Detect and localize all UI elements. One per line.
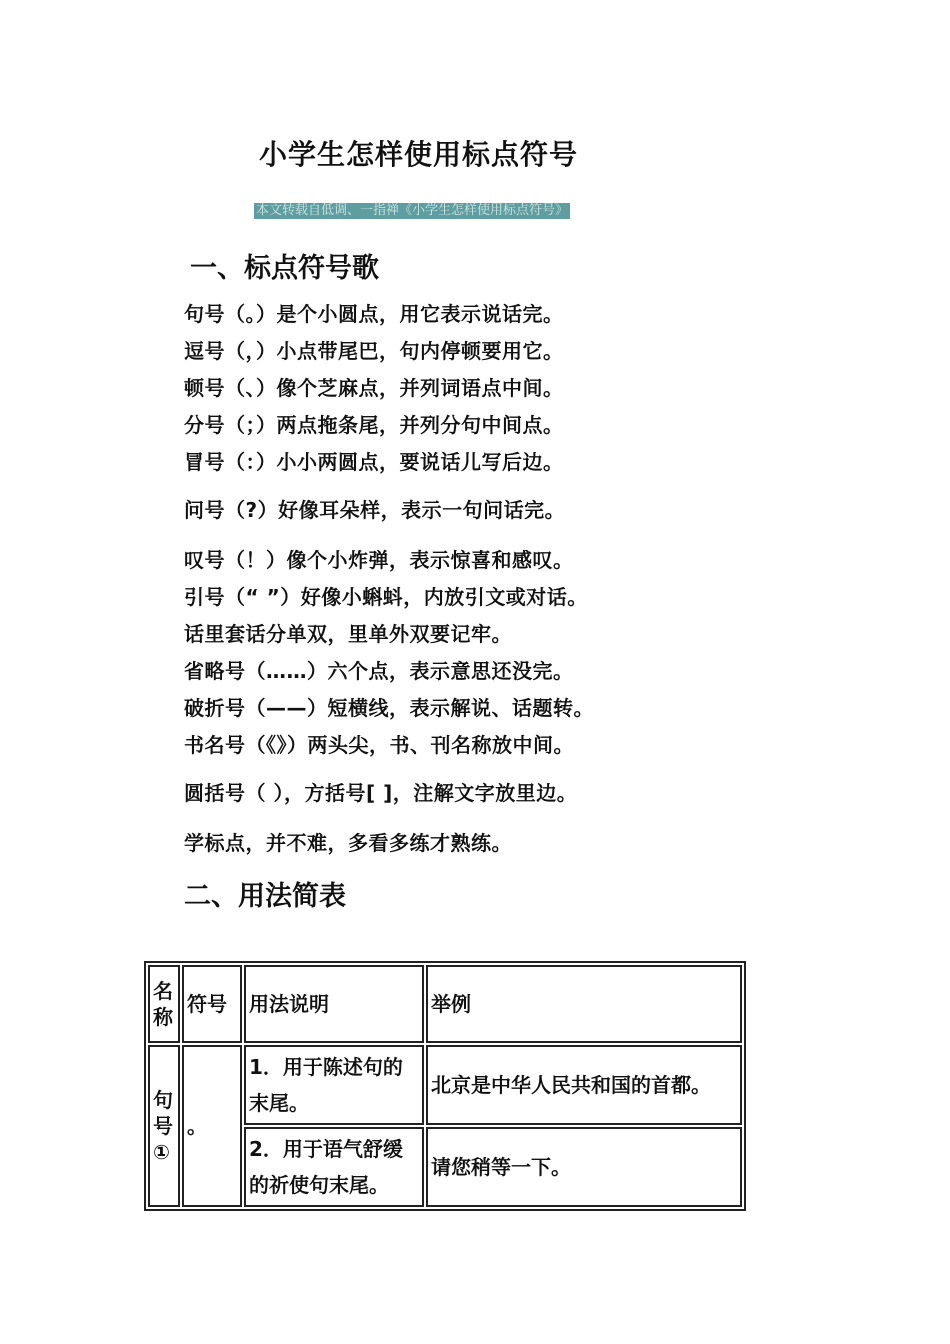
section-heading-punctuation-song: 一、标点符号歌: [190, 253, 379, 284]
song-line: 冒号（：）小小两圆点，要说话儿写后边。: [184, 450, 564, 474]
table-row: [148, 1045, 742, 1125]
song-line: 省略号（……）六个点，表示意思还没完。: [184, 659, 574, 683]
song-line: 学标点，并不难，多看多练才熟练。: [184, 831, 512, 855]
song-line: 分号（；）两点拖条尾，并列分句中间点。: [184, 413, 564, 437]
usage-table: [144, 961, 746, 1211]
cell-example: 北京是中华人民共和国的首都。: [426, 1045, 742, 1125]
header-usage: 用法说明: [244, 965, 424, 1043]
song-line: 逗号（，）小点带尾巴，句内停顿要用它。: [184, 339, 564, 363]
song-line: 问号（?）好像耳朵样，表示一句问话完。: [184, 498, 566, 522]
song-line: 书名号（《》）两头尖，书、刊名称放中间。: [184, 733, 574, 757]
header-name: 名称: [148, 965, 180, 1043]
song-line: 句号（。）是个小圆点，用它表示说话完。: [184, 302, 564, 326]
cell-example: 请您稍等一下。: [426, 1127, 742, 1207]
table-header-row: [148, 965, 742, 1043]
section-heading-usage-table: 二、用法简表: [184, 881, 346, 912]
source-note-link[interactable]: 本文转载自低调、一指禅《小学生怎样使用标点符号》: [256, 203, 569, 218]
cell-usage: 1．用于陈述句的末尾。: [244, 1045, 424, 1125]
song-line: 破折号（——）短横线，表示解说、话题转。: [184, 696, 594, 720]
header-symbol: 符号: [182, 965, 242, 1043]
song-line: 圆括号（ ），方括号[ ]，注解文字放里边。: [184, 781, 578, 805]
song-line: 叹号（！）像个小炸弹，表示惊喜和感叹。: [184, 548, 574, 572]
document-title: 小学生怎样使用标点符号: [259, 138, 579, 171]
song-line: 引号（“ ”）好像小蝌蚪，内放引文或对话。: [184, 585, 588, 609]
cell-usage: 2．用于语气舒缓的祈使句末尾。: [244, 1127, 424, 1207]
cell-name: 句号①: [148, 1045, 180, 1207]
song-line: 顿号（、）像个芝麻点，并列词语点中间。: [184, 376, 564, 400]
header-example: 举例: [426, 965, 742, 1043]
cell-symbol: 。: [182, 1045, 242, 1207]
song-line: 话里套话分单双，里单外双要记牢。: [184, 622, 512, 646]
